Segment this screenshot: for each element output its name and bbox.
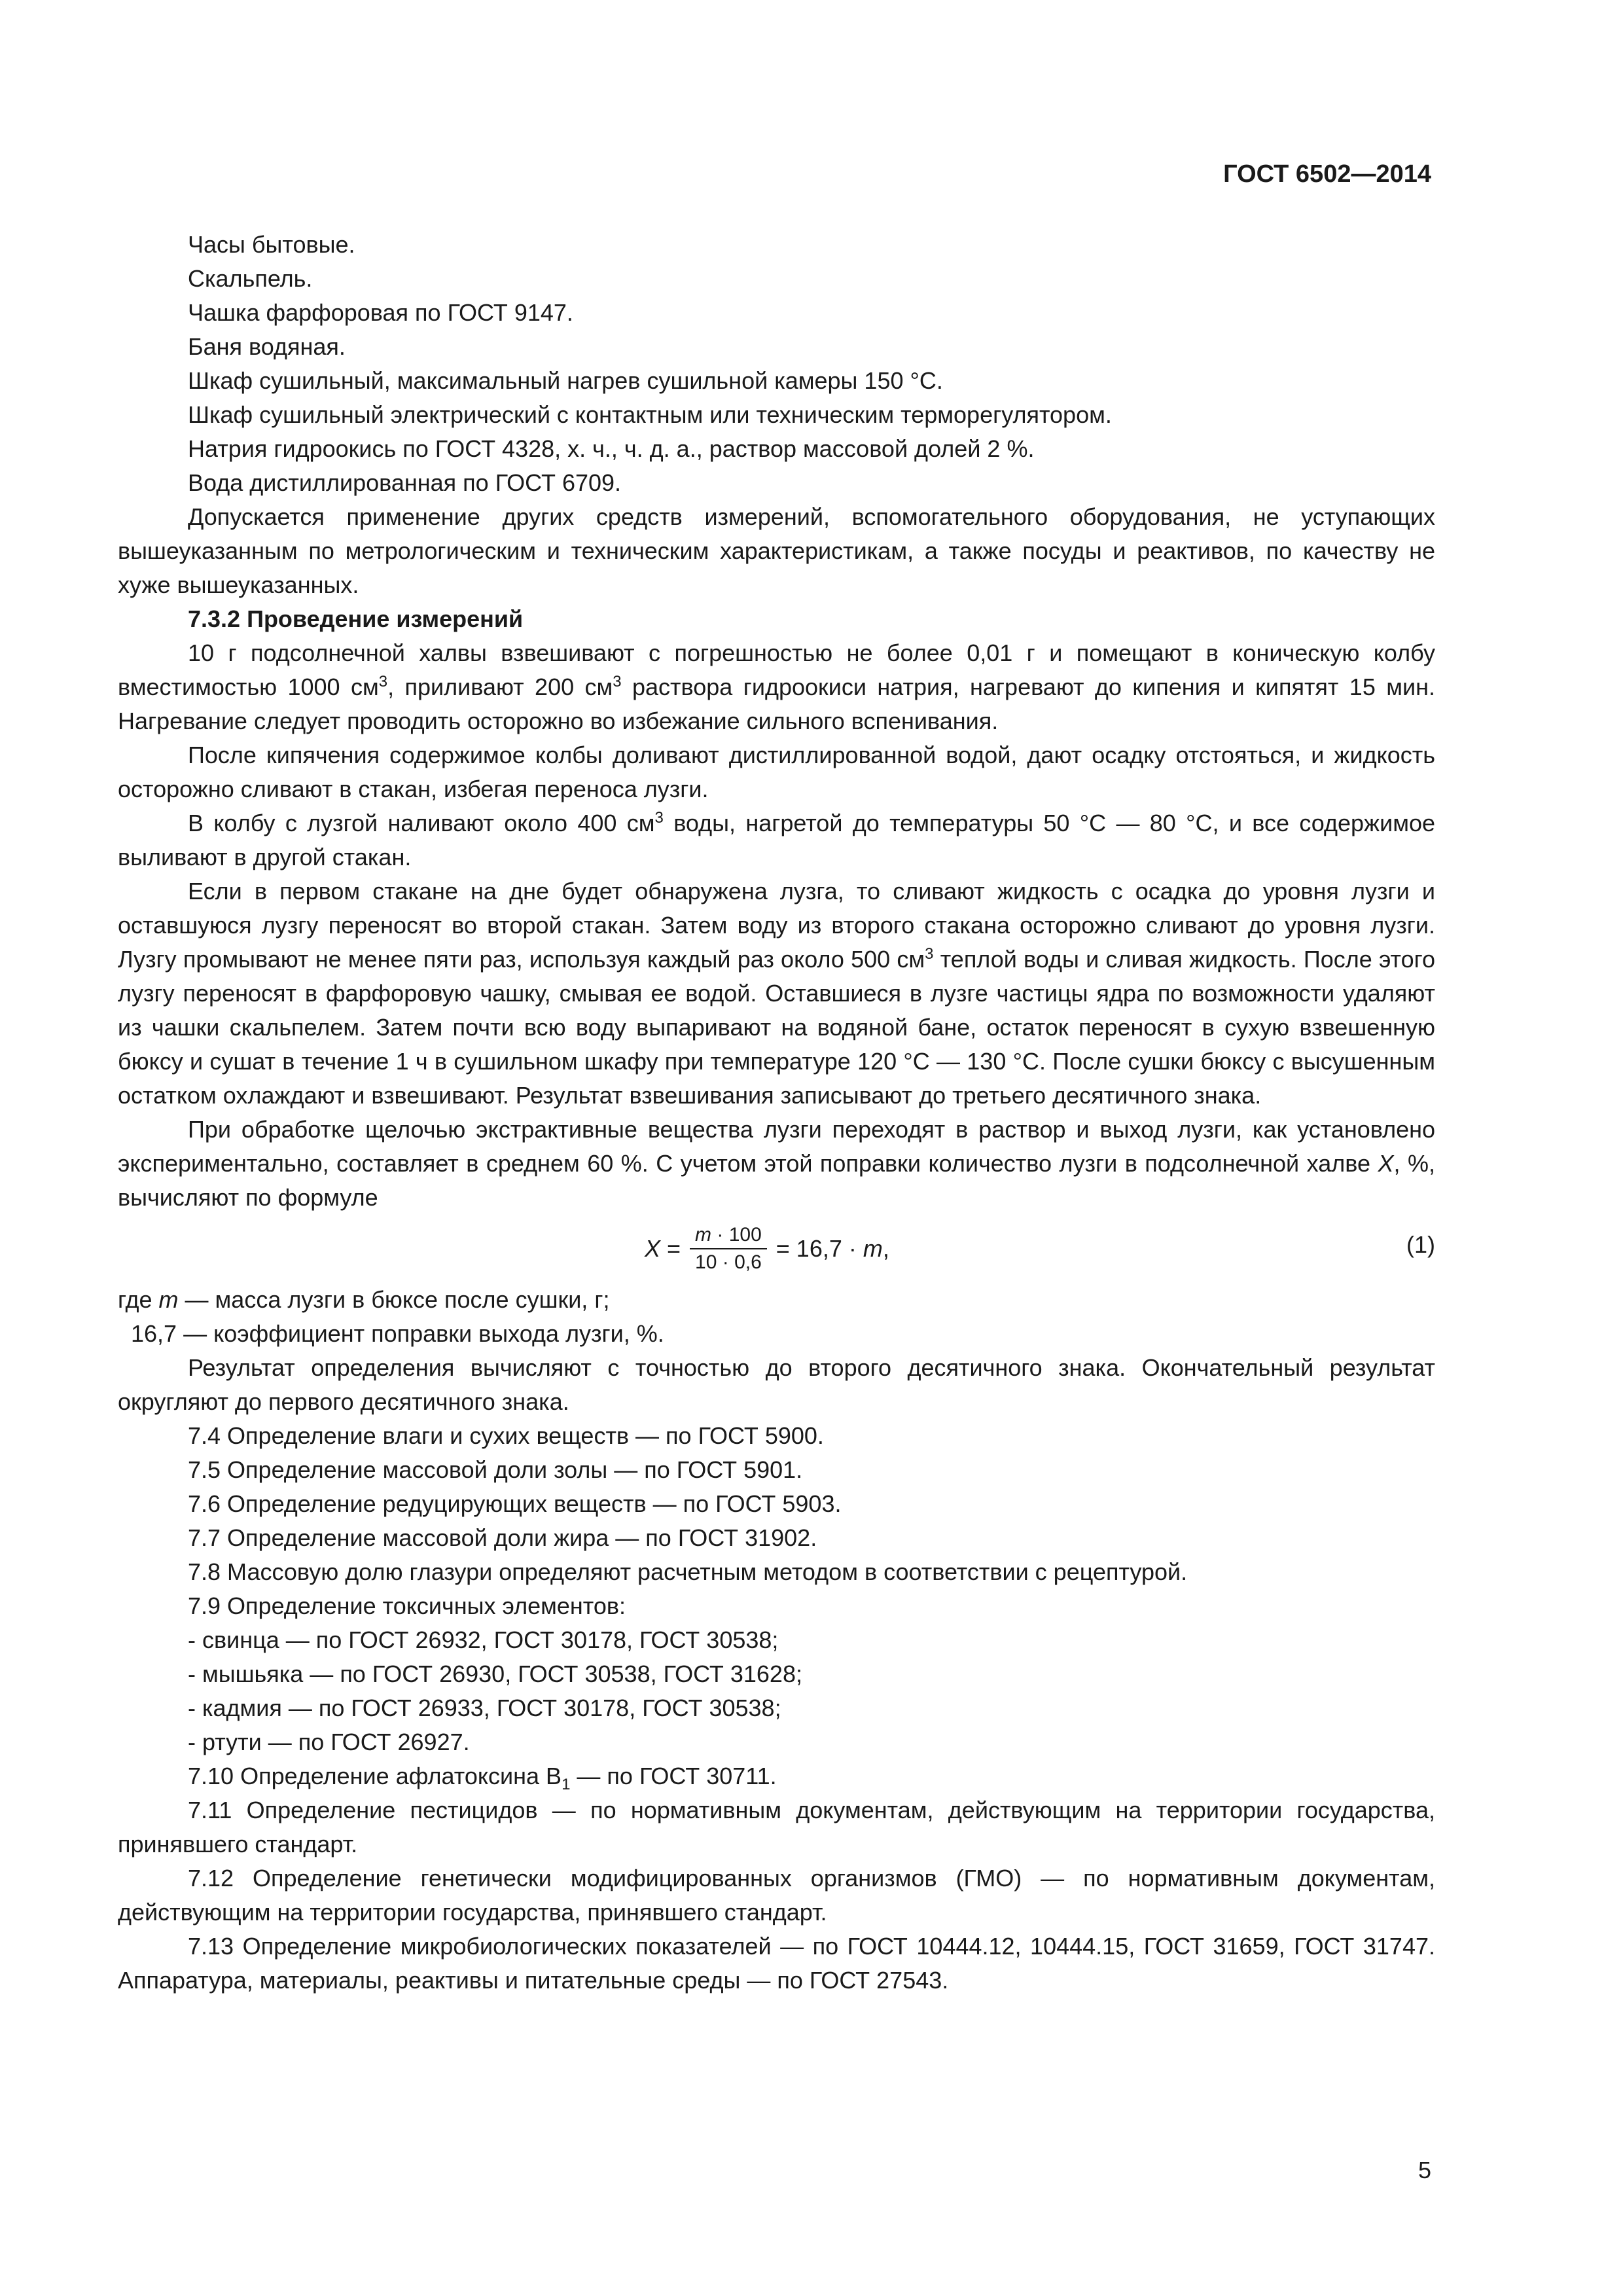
text-run: , приливают 200 см bbox=[387, 673, 613, 700]
clause-item-7-13: 7.13 Определение микробиологических показателей — по ГОСТ 10444.12, 10444.15, ГОСТ 31659, ГОСТ 31747. Аппаратура, материалы, реактивы и питательные среды — по ГОСТ 27543. bbox=[118, 1933, 1435, 1994]
toxic-element-item: - мышьяка — по ГОСТ 26930, ГОСТ 30538, ГОСТ 31628; bbox=[188, 1660, 802, 1687]
formula-rhs: = 16,7 · bbox=[776, 1235, 863, 1262]
clause-item: 7.6 Определение редуцирующих веществ — по ГОСТ 5903. bbox=[188, 1490, 842, 1517]
where-line-2: 16,7 — коэффициент поправки выхода лузги, %. bbox=[131, 1320, 664, 1347]
superscript: 3 bbox=[925, 945, 934, 963]
text-run: теплой воды и сливая жидкость. После этого лузгу переносят в фарфоровую чашку, смывая ее водой. Оставшиеся в лузге частицы ядра по возможности удаляют из чашки скальпелем. Затем почти всю воду выпаривают на водяной бане, остаток переносят в сухую взвешенную бюксу и сушат в течение 1 ч в сушильном шкафу при температуре 120 °С — 130 °С. После сушки бюксу с высушенным остатком охлаждают и взвешивают. Результат взвешивания записывают до третьего десятичного знака. bbox=[118, 946, 1435, 1109]
procedure-paragraph-2: После кипячения содержимое колбы доливают дистиллированной водой, дают осадку отстояться, и жидкость осторожно сливают в стакан, избегая переноса лузги. bbox=[118, 742, 1435, 802]
text-run: Если в первом стакане на дне будет обнаружена лузга, то сливают жидкость с осадка до уровня лузги и оставшуюся лузгу переносят во второй стакан. Затем воду из второго стакана осторожно сливают до уровня лузги. Лузгу промывают не менее пяти раз, используя каждый раз около 500 см bbox=[118, 878, 1435, 973]
variable: m bbox=[158, 1286, 179, 1313]
text-run: · 100 bbox=[711, 1224, 762, 1246]
formula-fraction bbox=[690, 1222, 767, 1276]
text-run: воды, нагретой до температуры 50 °С — 80 °С, и все содержимое выливают в другой стакан. bbox=[118, 810, 1435, 870]
page-body bbox=[118, 228, 1435, 1998]
text-run: При обработке щелочью экстрактивные вещества лузги переходят в раствор и выход лузги, как установлено экспериментально, составляет в среднем 60 %. С учетом этой поправки количество лузги в подсолнечной халве bbox=[118, 1116, 1435, 1177]
clause-item: 7.4 Определение влаги и сухих веществ — по ГОСТ 5900. bbox=[188, 1422, 824, 1449]
formula-expression bbox=[645, 1215, 889, 1283]
text-run: В колбу с лузгой наливают около 400 см bbox=[188, 810, 655, 836]
procedure-paragraph-3 bbox=[118, 806, 1435, 874]
procedure-paragraph-1 bbox=[118, 636, 1435, 738]
where-line-1 bbox=[118, 1283, 1435, 1317]
toxic-element-item: - свинца — по ГОСТ 26932, ГОСТ 30178, ГОСТ 30538; bbox=[188, 1626, 779, 1653]
superscript: 3 bbox=[613, 673, 622, 691]
text-run: — по ГОСТ 30711. bbox=[570, 1763, 777, 1789]
formula-denominator: 10 · 0,6 bbox=[695, 1251, 762, 1273]
clause-item: 7.5 Определение массовой доли золы — по ГОСТ 5901. bbox=[188, 1456, 803, 1483]
equipment-item: Чашка фарфоровая по ГОСТ 9147. bbox=[188, 299, 573, 326]
superscript: 3 bbox=[378, 673, 388, 691]
equipment-item: Вода дистиллированная по ГОСТ 6709. bbox=[188, 469, 622, 496]
formula-comma: , bbox=[882, 1235, 889, 1262]
equipment-item: Баня водяная. bbox=[188, 333, 346, 360]
formula-lhs: X bbox=[645, 1235, 661, 1262]
subscript: 1 bbox=[562, 1776, 571, 1794]
equipment-item: Шкаф сушильный электрический с контактным или техническим терморегулятором. bbox=[188, 401, 1112, 428]
page-number: 5 bbox=[1418, 2157, 1431, 2183]
text-run: раствора гидроокиси натрия, нагревают до кипения и кипятят 15 мин. Нагревание следует проводить осторожно во избежание сильного вспенивания. bbox=[118, 673, 1435, 734]
text-run: — масса лузги в бюксе после сушки, г; bbox=[178, 1286, 610, 1313]
variable: m bbox=[695, 1224, 712, 1246]
section-heading-7-3-2: 7.3.2 Проведение измерений bbox=[188, 605, 524, 632]
clause-item-7-12: 7.12 Определение генетически модифицированных организмов (ГМО) — по нормативным документам, действующим на территории государства, принявшего стандарт. bbox=[118, 1865, 1435, 1926]
formula-equals: = bbox=[667, 1235, 681, 1262]
clause-item: 7.8 Массовую долю глазури определяют расчетным методом в соответствии с рецептурой. bbox=[188, 1558, 1188, 1585]
equipment-item: Шкаф сушильный, максимальный нагрев сушильной камеры 150 °С. bbox=[188, 367, 943, 394]
document-id-header: ГОСТ 6502—2014 bbox=[1223, 160, 1431, 188]
equipment-item: Скальпель. bbox=[188, 265, 313, 292]
clause-item: 7.9 Определение токсичных элементов: bbox=[188, 1592, 626, 1619]
equipment-item: Натрия гидроокись по ГОСТ 4328, х. ч., ч. д. а., раствор массовой долей 2 %. bbox=[188, 435, 1035, 462]
toxic-element-item: - кадмия — по ГОСТ 26933, ГОСТ 30178, ГОСТ 30538; bbox=[188, 1695, 781, 1721]
allowance-paragraph: Допускается применение других средств измерений, вспомогательного оборудования, не уступающих вышеуказанным по метрологическим и техническим характеристикам, а также посуды и реактивов, по качеству не хуже вышеуказанных. bbox=[118, 503, 1435, 598]
formula-numerator bbox=[690, 1222, 767, 1249]
variable: m bbox=[863, 1235, 883, 1262]
clause-item: 7.7 Определение массовой доли жира — по ГОСТ 31902. bbox=[188, 1524, 817, 1551]
variable: X bbox=[1378, 1150, 1394, 1177]
equipment-item: Часы бытовые. bbox=[188, 231, 355, 258]
clause-item-7-11: 7.11 Определение пестицидов — по нормативным документам, действующим на территории государства, принявшего стандарт. bbox=[118, 1797, 1435, 1857]
text-run: 10 г подсолнечной халвы взвешивают с погрешностью не более 0,01 г и помещают в коническую колбу вместимостью 1000 см bbox=[118, 639, 1435, 700]
text-run: , %, вычисляют по формуле bbox=[118, 1150, 1435, 1211]
result-paragraph: Результат определения вычисляют с точностью до второго десятичного знака. Окончательный результат округляют до первого десятичного знака. bbox=[118, 1354, 1435, 1415]
clause-item-7-10 bbox=[118, 1759, 1435, 1793]
superscript: 3 bbox=[654, 809, 664, 827]
text-run: 7.10 Определение афлатоксина B bbox=[188, 1763, 562, 1789]
text-run: где bbox=[118, 1286, 159, 1313]
toxic-element-item: - ртути — по ГОСТ 26927. bbox=[188, 1729, 470, 1755]
formula-block bbox=[118, 1215, 1435, 1283]
procedure-paragraph-4 bbox=[118, 874, 1435, 1113]
procedure-paragraph-5 bbox=[118, 1113, 1435, 1215]
formula-number: (1) bbox=[1406, 1231, 1435, 1258]
